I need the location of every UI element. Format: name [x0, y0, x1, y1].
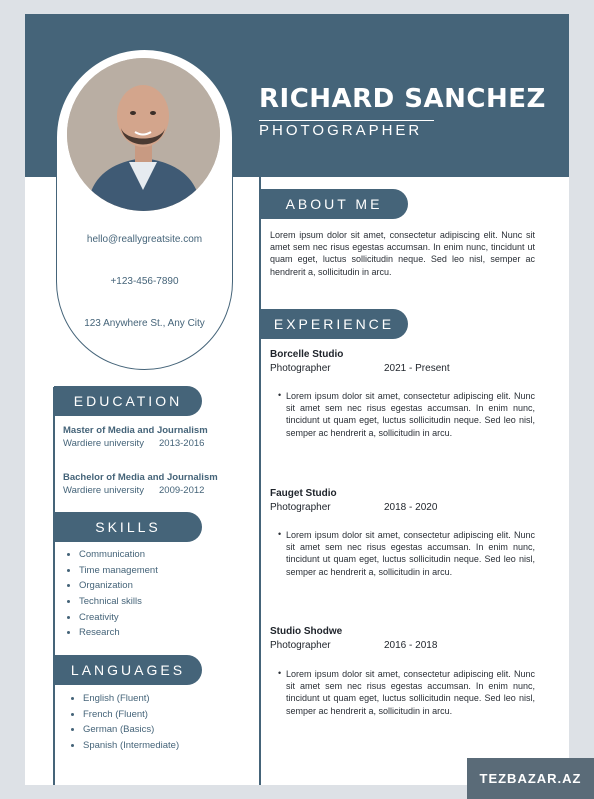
experience-company: Fauget Studio [270, 488, 337, 499]
title-divider [259, 120, 434, 121]
education-degree: Bachelor of Media and Journalism [63, 472, 218, 483]
experience-period: 2021 - Present [384, 363, 450, 374]
about-heading: ABOUT ME [260, 189, 408, 219]
list-item: • Communication [79, 547, 158, 563]
list-item: • Technical skills [79, 594, 158, 610]
experience-company: Borcelle Studio [270, 349, 344, 360]
list-item: • Spanish (Intermediate) [83, 738, 179, 754]
list-item: • Research [79, 625, 158, 641]
about-text: Lorem ipsum dolor sit amet, consectetur adipiscing elit. Nunc sit amet sem nec risus egestas accumsan. In enim nunc, tincidunt ut quam eget, luctus sollicitudin neque. Sed leo nisl, semper ac hendrerit a, sollicitudin in arcu. [270, 230, 535, 277]
list-item: • Time management [79, 563, 158, 579]
education-school: Wardiere university [63, 438, 144, 449]
skills-heading: SKILLS [54, 512, 202, 542]
education-years: 2013-2016 [159, 438, 205, 449]
bullet-icon: • [278, 668, 282, 678]
skills-list [69, 547, 158, 641]
education-heading: EDUCATION [54, 386, 202, 416]
list-item: • German (Basics) [83, 722, 179, 738]
list-item: • French (Fluent) [83, 707, 179, 723]
experience-period: 2018 - 2020 [384, 502, 438, 513]
experience-role: Photographer [270, 640, 331, 651]
job-title: PHOTOGRAPHER [259, 122, 423, 139]
candidate-name: RICHARD SANCHEZ [259, 84, 546, 114]
contact-phone: +123-456-7890 [110, 276, 179, 287]
resume-page [25, 14, 569, 785]
list-item: • Creativity [79, 610, 158, 626]
experience-role: Photographer [270, 363, 331, 374]
experience-description: Lorem ipsum dolor sit amet, consectetur adipiscing elit. Nunc sit amet sem nec risus egestas accumsan. In enim nunc, tincidunt ut quam eget, luctus sollicitudin neque. Sed leo nisl, semper ac hendrerit a, sollicitudin in arcu. [286, 530, 535, 577]
profile-photo [67, 58, 220, 211]
site-watermark: TEZBAZAR.AZ [467, 758, 594, 799]
experience-heading: EXPERIENCE [260, 309, 408, 339]
experience-role: Photographer [270, 502, 331, 513]
list-item: • English (Fluent) [83, 691, 179, 707]
languages-heading: LANGUAGES [54, 655, 202, 685]
education-degree: Master of Media and Journalism [63, 425, 208, 436]
experience-company: Studio Shodwe [270, 626, 343, 637]
experience-description: Lorem ipsum dolor sit amet, consectetur adipiscing elit. Nunc sit amet sem nec risus egestas accumsan. In enim nunc, tincidunt ut quam eget, luctus sollicitudin neque. Sed leo nisl, semper ac hendrerit a, sollicitudin in arcu. [286, 391, 535, 438]
sidebar-divider-line [53, 387, 55, 785]
main-divider-line [259, 177, 261, 785]
experience-description: Lorem ipsum dolor sit amet, consectetur adipiscing elit. Nunc sit amet sem nec risus egestas accumsan. In enim nunc, tincidunt ut quam eget, luctus sollicitudin neque. Sed leo nisl, semper ac hendrerit a, sollicitudin in arcu. [286, 669, 535, 716]
education-years: 2009-2012 [159, 485, 205, 496]
bullet-icon: • [278, 529, 282, 539]
languages-list [73, 691, 179, 754]
list-item: • Organization [79, 578, 158, 594]
education-school: Wardiere university [63, 485, 144, 496]
bullet-icon: • [278, 390, 282, 400]
contact-email: hello@reallygreatsite.com [86, 234, 203, 245]
experience-period: 2016 - 2018 [384, 640, 438, 651]
contact-address: 123 Anywhere St., Any City [84, 318, 205, 329]
